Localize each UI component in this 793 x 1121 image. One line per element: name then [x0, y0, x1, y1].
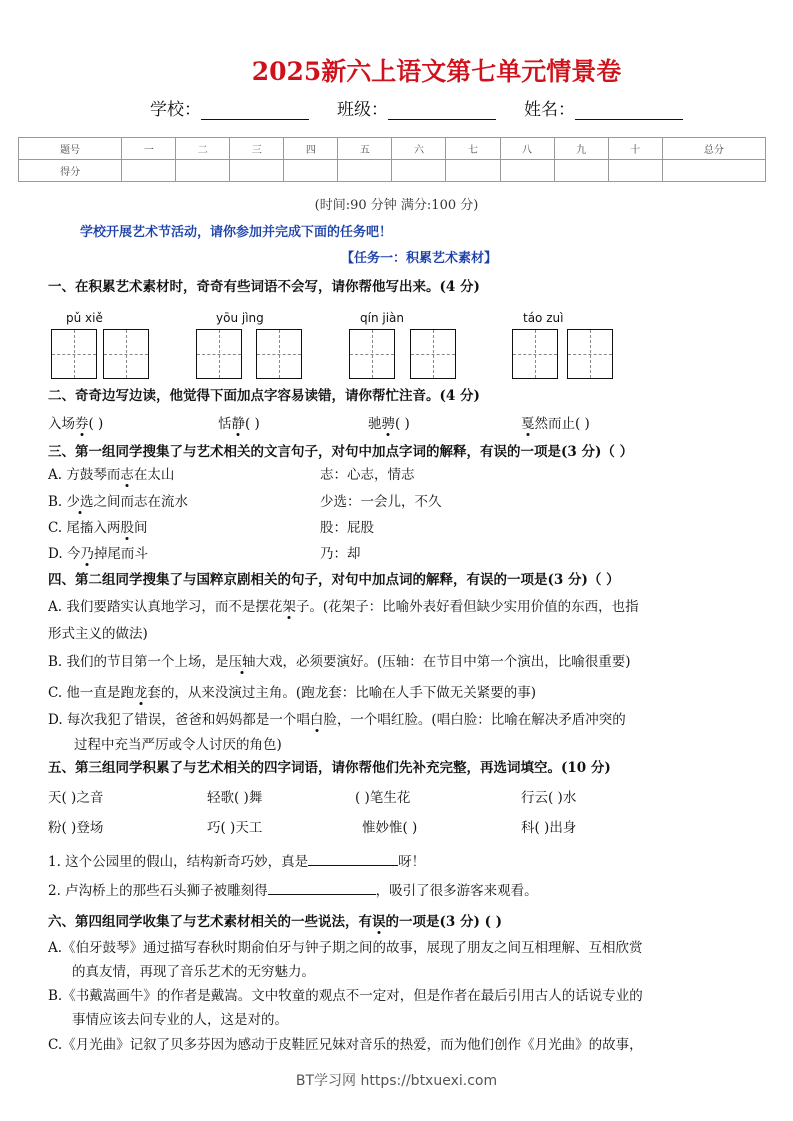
q4-option-a-cont: 形式主义的做法) — [48, 626, 148, 642]
idiom-blank[interactable]: 惟妙惟( ) — [362, 820, 418, 836]
score-cell[interactable] — [338, 160, 392, 182]
q3-option-a[interactable]: A. 方鼓琴而志在太山 — [48, 467, 175, 483]
q4-option-d-cont: 过程中充当严厉或令人讨厌的角色) — [74, 737, 282, 753]
task-heading: 【任务一：积累艺术素材】 — [340, 251, 497, 266]
q5-sentence-1: 1. 这个公园里的假山，结构新奇巧妙，真是 呀！ — [48, 854, 426, 870]
score-table-header-cell: 五 — [338, 138, 392, 160]
pinyin-4: táo zuì — [523, 311, 564, 325]
score-cell[interactable] — [122, 160, 176, 182]
question-2-title: 二、奇奇边写边读，他觉得下面加点字容易读错，请你帮忙注音。(4 分) — [48, 388, 480, 404]
q3-option-c[interactable]: C. 尾搐入两股间 — [48, 520, 148, 536]
score-table-header-row — [19, 138, 766, 160]
question-6-title: 六、第四组同学收集了与艺术素材相关的一些说法，有误的一项是(3 分) ( ) — [48, 914, 503, 930]
score-table-header-cell: 十 — [608, 138, 662, 160]
idiom-blank[interactable]: 科( )出身 — [521, 820, 577, 836]
score-cell[interactable] — [608, 160, 662, 182]
score-cell[interactable] — [392, 160, 446, 182]
writing-grid[interactable] — [410, 329, 456, 379]
score-table-header-cell: 六 — [392, 138, 446, 160]
score-table-header-cell: 七 — [446, 138, 500, 160]
q2-item: 戛然而止( ) — [521, 416, 590, 432]
score-cell[interactable] — [662, 160, 765, 182]
score-table-score-row — [19, 160, 766, 182]
writing-grid[interactable] — [349, 329, 395, 379]
name-field[interactable]: 姓名： — [524, 95, 683, 120]
class-field[interactable]: 班级： — [337, 95, 496, 120]
score-table-header-cell: 四 — [284, 138, 338, 160]
idiom-blank[interactable]: ( )笔生花 — [355, 790, 411, 806]
score-cell[interactable] — [554, 160, 608, 182]
score-table-header-cell: 一 — [122, 138, 176, 160]
q6-option-a-cont: 的真友情，再现了音乐艺术的无穷魅力。 — [72, 964, 315, 980]
writing-grid[interactable] — [196, 329, 242, 379]
score-table — [18, 137, 766, 182]
score-table-header-cell: 二 — [176, 138, 230, 160]
idiom-blank[interactable]: 粉( )登场 — [48, 820, 104, 836]
score-cell[interactable] — [230, 160, 284, 182]
score-table-header-cell: 三 — [230, 138, 284, 160]
pinyin-3: qín jiàn — [360, 311, 404, 325]
q3-explanation: 志：心志，情志 — [320, 467, 415, 483]
idiom-blank[interactable]: 巧( )天工 — [207, 820, 263, 836]
school-field[interactable]: 学校： — [150, 95, 309, 120]
fill-blank[interactable] — [308, 852, 398, 866]
question-3-title: 三、第一组同学搜集了与艺术相关的文言句子，对句中加点字词的解释，有误的一项是(3 分)（ ） — [48, 444, 634, 460]
q2-item: 驰骋( ) — [368, 416, 410, 432]
score-row-label: 得分 — [19, 160, 122, 182]
question-4-title: 四、第二组同学搜集了与国粹京剧相关的句子，对句中加点词的解释，有误的一项是(3 分)（ ） — [48, 572, 620, 588]
writing-grid[interactable] — [103, 329, 149, 379]
writing-grid[interactable] — [567, 329, 613, 379]
student-info — [0, 95, 793, 120]
score-cell[interactable] — [446, 160, 500, 182]
q3-option-d[interactable]: D. 今乃掉尾而斗 — [48, 546, 148, 562]
score-cell[interactable] — [284, 160, 338, 182]
score-table-header-cell: 八 — [500, 138, 554, 160]
pinyin-2: yōu jìng — [216, 311, 264, 325]
q6-option-b-cont: 事情应该去问专业的人，这是对的。 — [72, 1012, 288, 1028]
q6-option-b[interactable]: B.《书戴嵩画牛》的作者是戴嵩。文中牧童的观点不一定对，但是作者在最后引用古人的话说专业的 — [48, 988, 643, 1004]
q3-explanation: 乃：却 — [320, 546, 361, 562]
q3-explanation: 少选：一会儿，不久 — [320, 494, 442, 510]
q5-sentence-2: 2. 卢沟桥上的那些石头狮子被雕刻得 ，吸引了很多游客来观看。 — [48, 883, 538, 899]
idiom-blank[interactable]: 轻歌( )舞 — [207, 790, 263, 806]
score-table-header-cell: 九 — [554, 138, 608, 160]
fill-blank[interactable] — [268, 881, 376, 895]
writing-grid[interactable] — [512, 329, 558, 379]
score-table-header-cell: 题号 — [19, 138, 122, 160]
q4-option-b[interactable]: B. 我们的节目第一个上场，是压轴大戏，必须要演好。(压轴：在节目中第一个演出，比喻很重要) — [48, 654, 631, 670]
score-cell[interactable] — [176, 160, 230, 182]
writing-grid[interactable] — [256, 329, 302, 379]
q2-item: 恬静( ) — [218, 416, 260, 432]
idiom-blank[interactable]: 行云( )水 — [521, 790, 577, 806]
score-cell[interactable] — [500, 160, 554, 182]
page-title: 2025新六上语文第七单元情景卷 — [251, 57, 622, 86]
intro-text: 学校开展艺术节活动，请你参加并完成下面的任务吧！ — [80, 225, 393, 240]
footer-watermark: BT学习网 https://btxuexi.com — [295, 1073, 498, 1089]
question-5-title: 五、第三组同学积累了与艺术相关的四字词语，请你帮他们先补充完整，再选词填空。(10 分) — [48, 760, 611, 776]
score-table-header-cell: 总分 — [662, 138, 765, 160]
idiom-blank[interactable]: 天( )之音 — [48, 790, 104, 806]
pinyin-1: pǔ xiě — [66, 311, 103, 325]
q4-option-d[interactable]: D. 每次我犯了错误，爸爸和妈妈都是一个唱白脸，一个唱红脸。(唱白脸：比喻在解决矛盾冲突的 — [48, 712, 626, 728]
q3-option-b[interactable]: B. 少选之间而志在流水 — [48, 494, 189, 510]
exam-time: (时间:90 分钟 满分:100 分) — [314, 198, 479, 213]
q4-option-a[interactable]: A. 我们要踏实认真地学习，而不是摆花架子。(花架子：比喻外表好看但缺少实用价值的东西，也指 — [48, 599, 639, 615]
q2-item: 入场券( ) — [48, 416, 104, 432]
q6-option-c[interactable]: C.《月光曲》记叙了贝多芬因为感动于皮鞋匠兄妹对音乐的热爱，而为他们创作《月光曲》的故事， — [48, 1037, 643, 1053]
writing-grid[interactable] — [51, 329, 97, 379]
question-1-title: 一、在积累艺术素材时，奇奇有些词语不会写，请你帮他写出来。(4 分) — [48, 279, 480, 295]
q4-option-c[interactable]: C. 他一直是跑龙套的，从来没演过主角。(跑龙套：比喻在人手下做无关紧要的事) — [48, 685, 536, 701]
q6-option-a[interactable]: A.《伯牙鼓琴》通过描写春秋时期俞伯牙与钟子期之间的故事，展现了朋友之间互相理解、互相欣赏 — [48, 940, 643, 956]
q3-explanation: 股：屁股 — [320, 520, 374, 536]
